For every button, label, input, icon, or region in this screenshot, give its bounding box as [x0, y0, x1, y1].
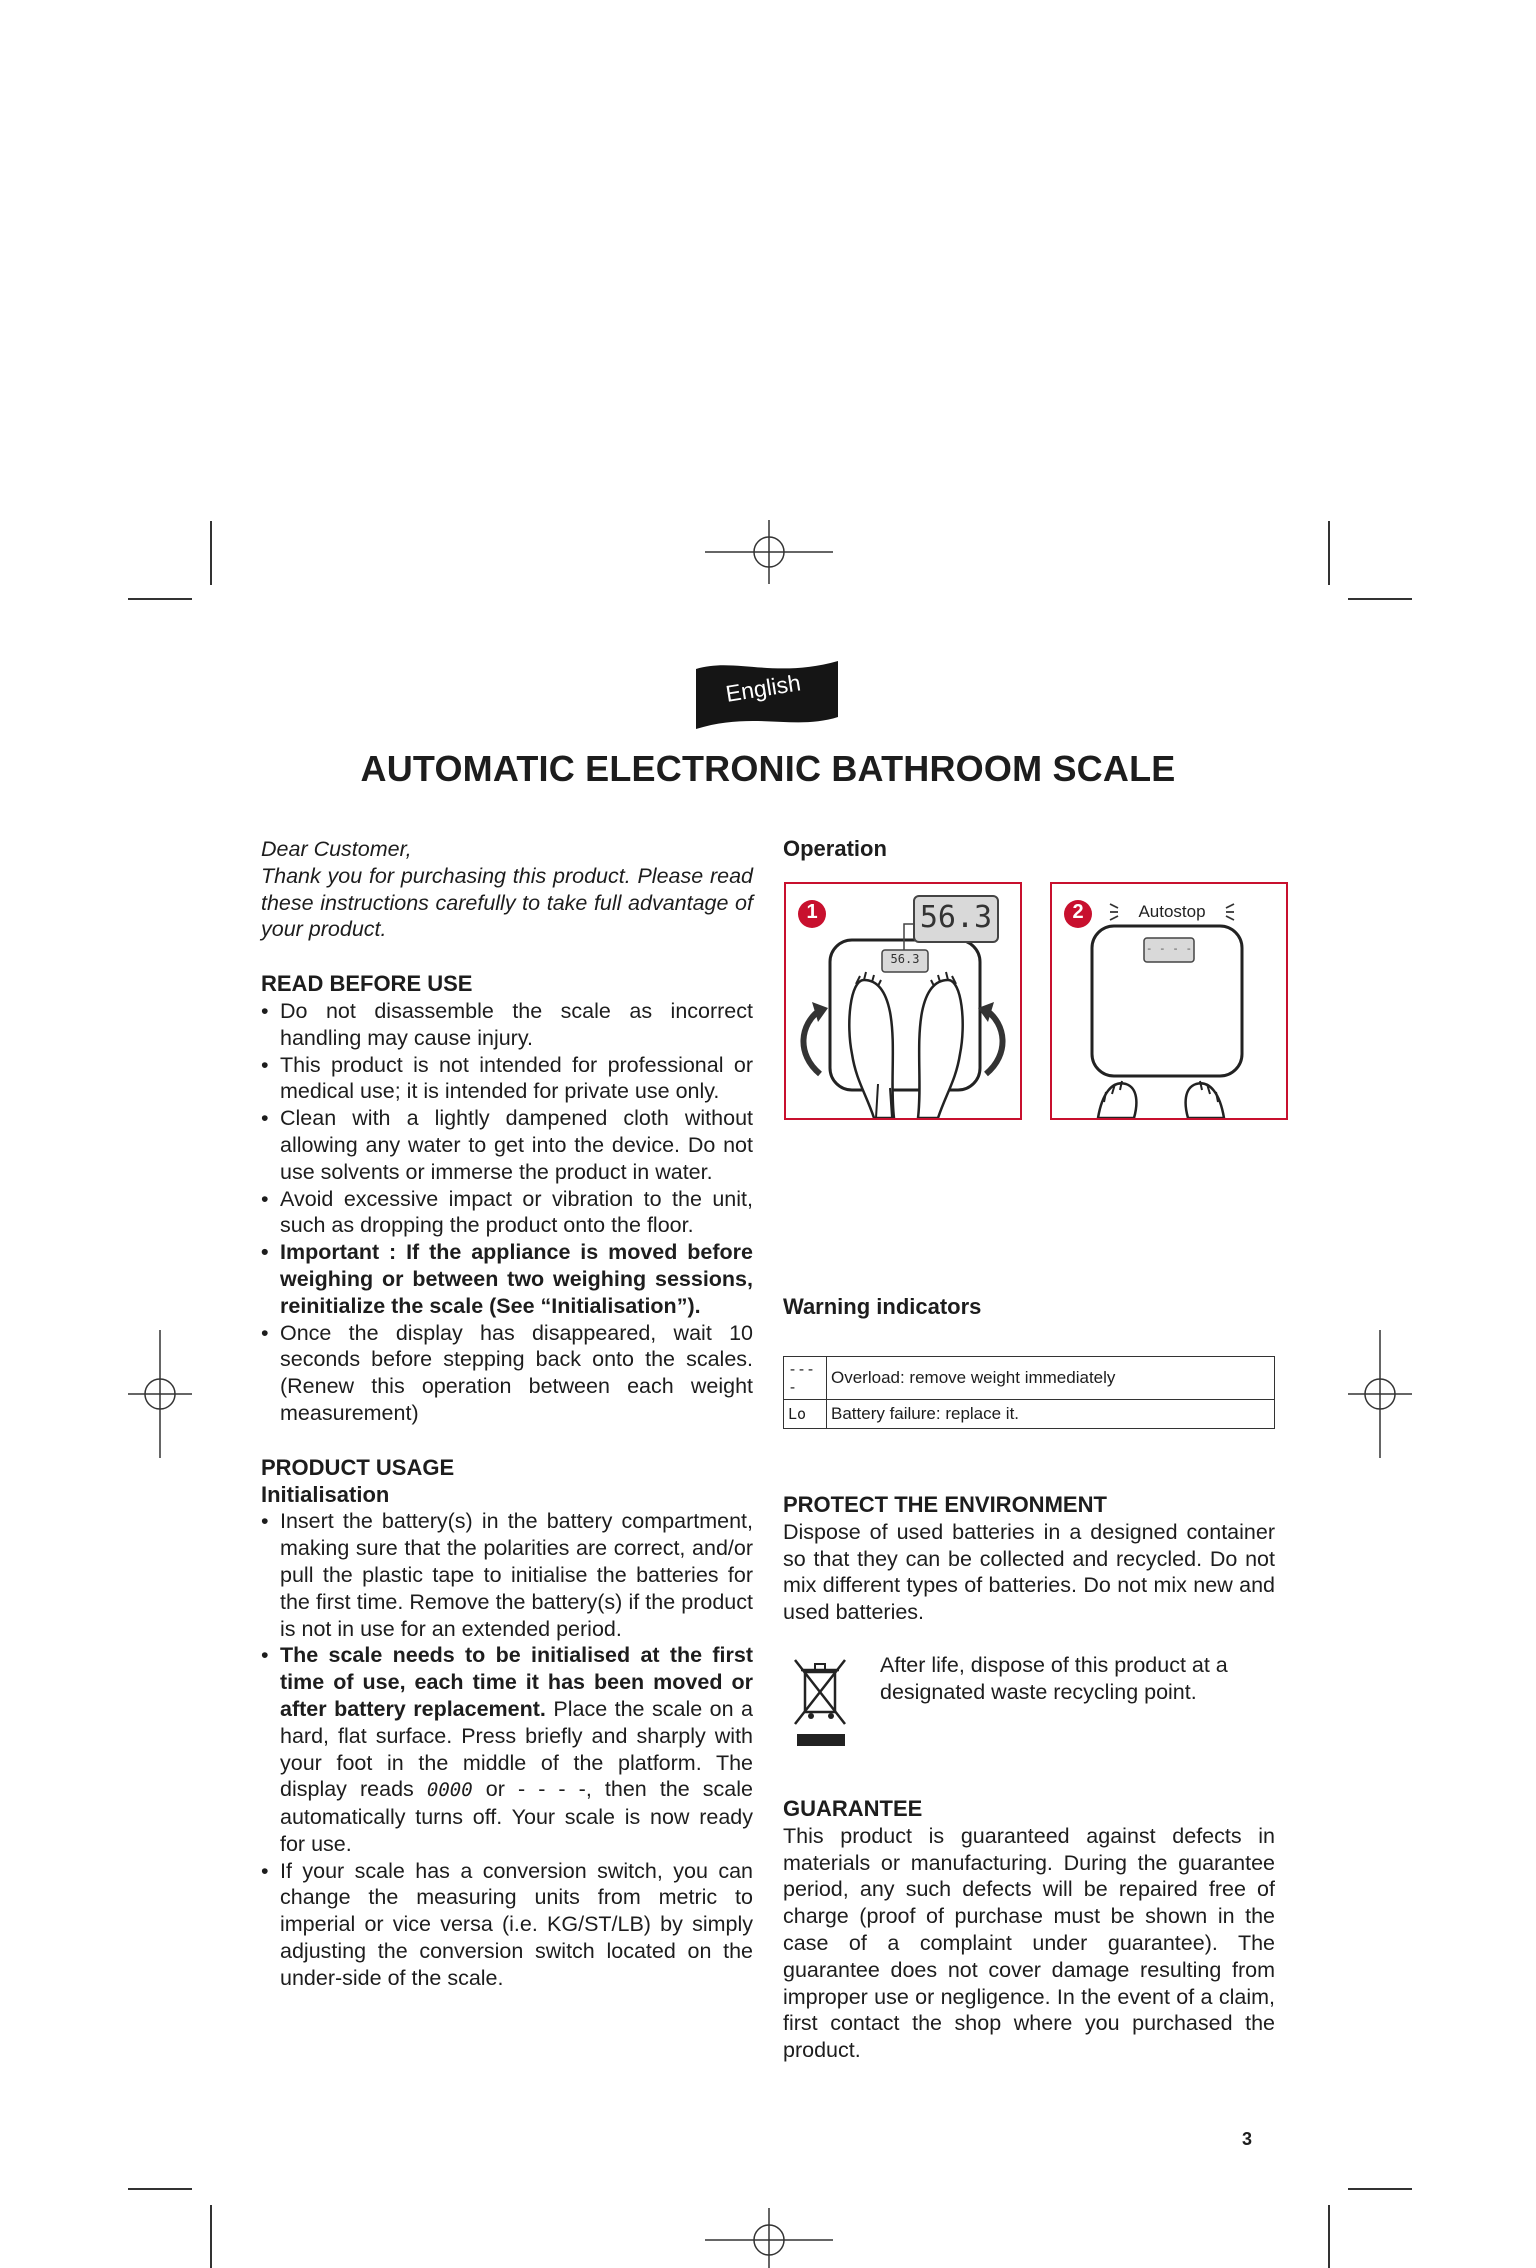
guarantee-text: This product is guaranteed against defects in materials or manufacturing. During the guarantee period, any such defects will be repaired free of charge (proof of purchase must be shown in the case of a complaint under guarantee). The guarantee does not cover damage resulting from improper use or negligence. In the event of a claim, first contact the shop where you purchased the product. [783, 1823, 1275, 2063]
crop-mark [1328, 521, 1330, 585]
registration-mark-icon [705, 520, 833, 584]
crop-mark [128, 2188, 192, 2190]
left-column [261, 836, 753, 2020]
environment-text: Dispose of used batteries in a designed container so that they can be collected and recycled. Do not mix different types of batteries. Do not mix new and used batteries. [783, 1519, 1275, 1625]
operation-step-1-panel [784, 882, 1022, 1120]
operation-step-2-panel [1050, 882, 1288, 1120]
body-text: or - - - -, then the scale automatically turns off. Your scale is now ready for use. [280, 1777, 753, 1856]
greeting: Dear Customer, [261, 837, 412, 861]
table-row [784, 1400, 1275, 1429]
warning-indicators-heading: Warning indicators [783, 1294, 982, 1319]
initialisation-heading: Initialisation [261, 1481, 390, 1507]
recycle-notice [783, 1652, 1275, 1752]
autostop-label: Autostop [1138, 902, 1206, 921]
intro-text: Thank you for purchasing this product. Please read these instructions carefully to take full advantage of your product. [261, 863, 753, 942]
read-before-use-list [261, 998, 753, 1427]
crop-mark [128, 598, 192, 600]
list-item: • Avoid excessive impact or vibration to the unit, such as dropping the product onto the floor. [261, 1186, 753, 1240]
crop-mark [210, 2205, 212, 2268]
table-row [784, 1357, 1275, 1400]
environment-heading: PROTECT THE ENVIRONMENT [783, 1492, 1107, 1517]
list-item [261, 1642, 753, 1857]
emphasis-text: The scale needs to be initialised at the first time of use, each time it has been moved or after battery replacement. [280, 1643, 753, 1721]
crop-mark [1348, 598, 1412, 600]
warning-text: Overload: remove weight immediately [827, 1357, 1275, 1400]
read-before-use-heading: READ BEFORE USE [261, 971, 473, 997]
operation-heading: Operation [783, 836, 887, 861]
crop-mark [1348, 2188, 1412, 2190]
display-code: 0000 [426, 1779, 473, 1802]
crossed-bin-icon [791, 1654, 851, 1750]
list-item: • Important : If the appliance is moved before weighing or between two weighing sessions, reinitialize the scale (See “Initialisation”). [261, 1239, 753, 1319]
warning-text: Battery failure: replace it. [827, 1400, 1275, 1429]
list-item: • Insert the battery(s) in the battery compartment, making sure that the polarities are correct, and/or pull the plastic tape to initialise the batteries for the first time. Remove the battery(s) if the product is not in use for an extended period. [261, 1508, 753, 1642]
list-item: • If your scale has a conversion switch, you can change the measuring units from metric to imperial or vice versa (i.e. KG/ST/LB) by simply adjusting the conversion switch located on the under-side of the scale. [261, 1858, 753, 1992]
language-tab [694, 655, 840, 733]
warning-code: Lo [784, 1400, 827, 1429]
crop-mark [210, 521, 212, 585]
step-number: 2 [1072, 901, 1084, 923]
guarantee-heading: GUARANTEE [783, 1796, 923, 1821]
list-item: • Once the display has disappeared, wait 10 seconds before stepping back onto the scales. (Renew this operation between each weight measurement) [261, 1320, 753, 1427]
recycle-text: After life, dispose of this product at a designated waste recycling point. [880, 1653, 1228, 1704]
body-text: Place the scale on a hard, flat surface. Press briefly and sharply with your foot in the middle of the platform. The display reads [280, 1696, 753, 1802]
step-number: 1 [806, 901, 818, 923]
product-usage-heading: PRODUCT USAGE [261, 1454, 455, 1480]
language-label: English [723, 669, 803, 707]
product-usage-list [261, 1508, 753, 1991]
environment-section [783, 1492, 1275, 1626]
scale-display-large: 56.3 [919, 900, 993, 935]
page-number: 3 [1242, 2129, 1253, 2149]
warning-code: ---- [784, 1357, 827, 1400]
scale-display-small: - - - - [1145, 942, 1193, 955]
intro [261, 836, 753, 943]
crop-mark [1328, 2205, 1330, 2268]
warning-indicators-table [783, 1356, 1275, 1429]
list-item: • This product is not intended for professional or medical use; it is intended for private use only. [261, 1052, 753, 1106]
registration-mark-icon [1348, 1330, 1412, 1458]
page-title: AUTOMATIC ELECTRONIC BATHROOM SCALE [360, 748, 1176, 789]
list-item: • Clean with a lightly dampened cloth without allowing any water to get into the device. Do not use solvents or immerse the product in water. [261, 1105, 753, 1185]
list-item: • Do not disassemble the scale as incorrect handling may cause injury. [261, 998, 753, 1052]
registration-mark-icon [705, 2208, 833, 2268]
registration-mark-icon [128, 1330, 192, 1458]
guarantee-section [783, 1796, 1275, 2064]
scale-display-small: 56.3 [890, 952, 920, 966]
